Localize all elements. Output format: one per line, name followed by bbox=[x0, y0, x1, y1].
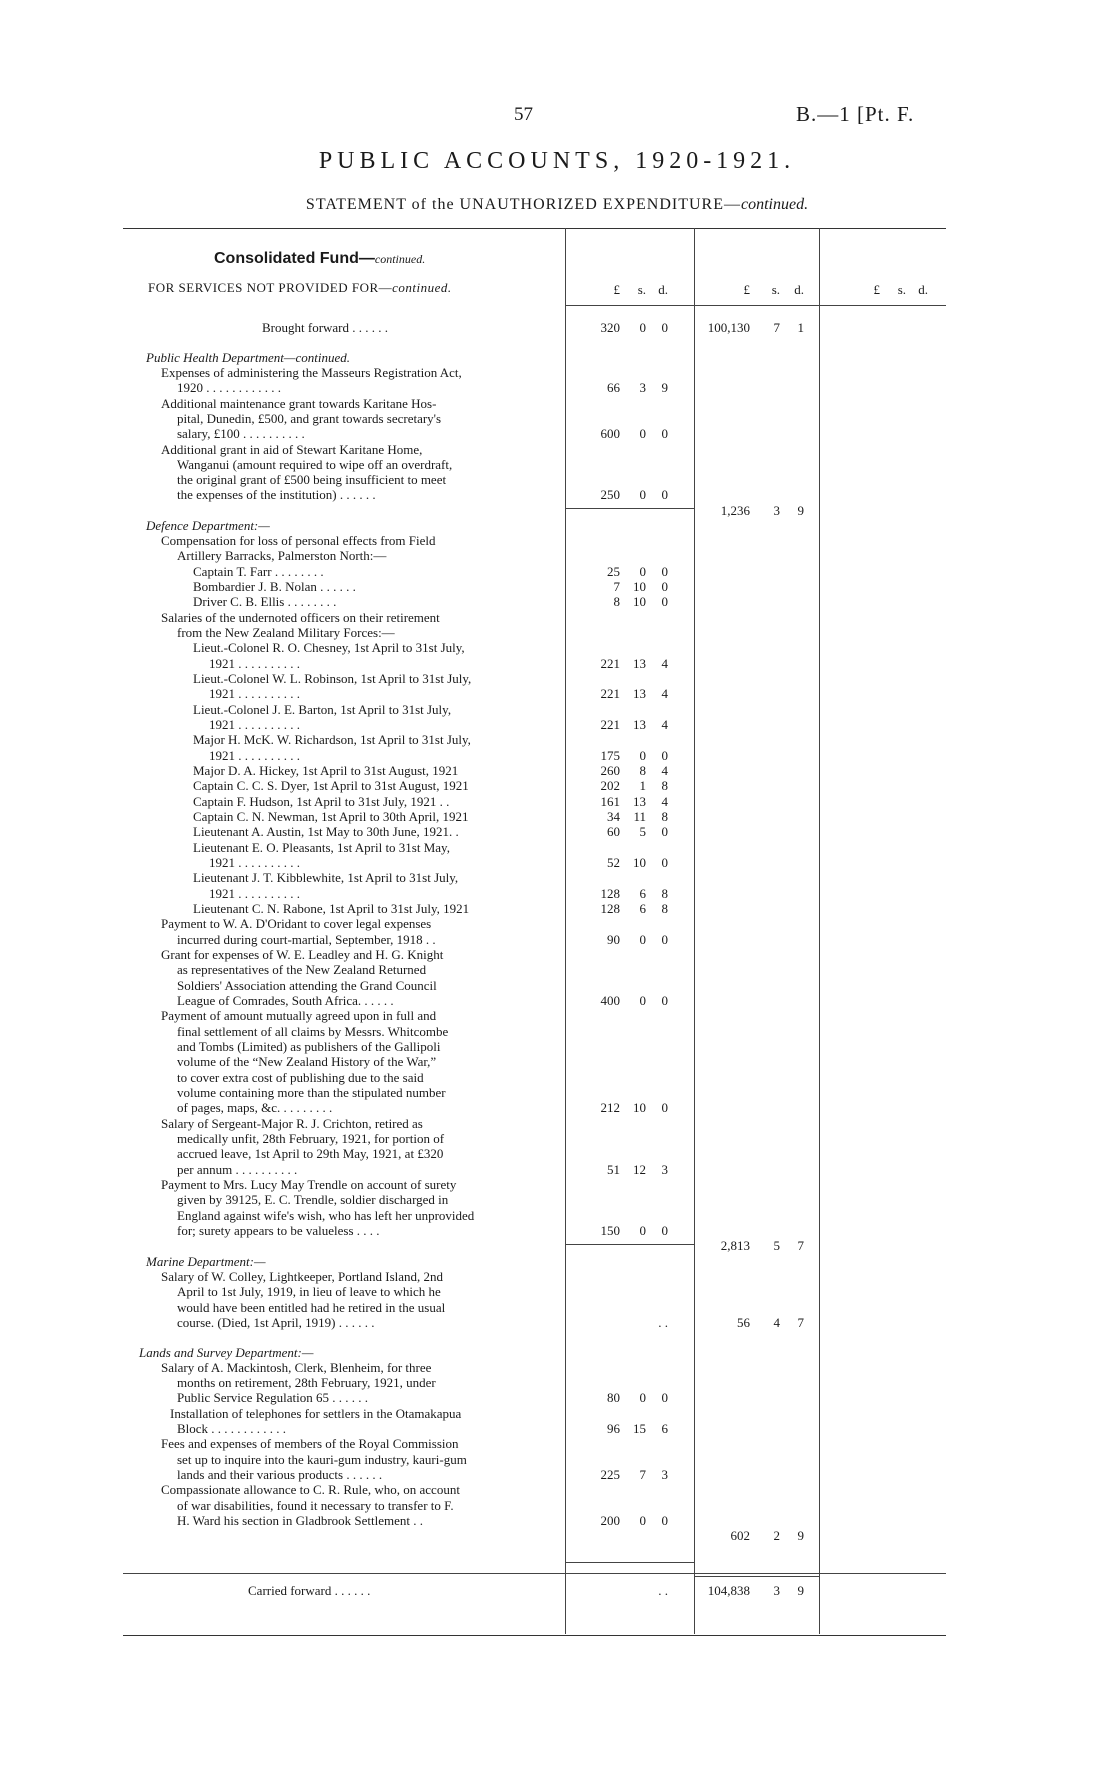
pence-value: 9 bbox=[797, 1583, 804, 1598]
entry-text: Payment to W. A. D'Oridant to cover legal expenses bbox=[161, 916, 432, 931]
shillings-value: 1 bbox=[639, 778, 646, 793]
entry-text: Artillery Barracks, Palmerston North:— bbox=[177, 548, 387, 563]
entry-text: Salary of A. Mackintosh, Clerk, Blenheim, for three bbox=[161, 1360, 432, 1375]
entry-amount bbox=[580, 794, 668, 810]
services-heading-text: FOR SERVICES NOT PROVIDED FOR— bbox=[148, 280, 393, 295]
shillings-value: 11 bbox=[633, 809, 646, 824]
pence-value: 8 bbox=[661, 886, 668, 901]
pounds-value: 104,838 bbox=[707, 1583, 750, 1598]
shillings-value: 0 bbox=[639, 1513, 646, 1528]
pence-value: 0 bbox=[661, 1390, 668, 1405]
entry-text: Captain C. N. Newman, 1st April to 30th April, 1921 bbox=[193, 809, 469, 824]
fund-heading bbox=[214, 250, 425, 268]
pence-value: 0 bbox=[661, 1513, 668, 1528]
subtotal-rule bbox=[565, 1244, 694, 1245]
entry-amount bbox=[580, 901, 668, 917]
column-1-header bbox=[580, 282, 668, 298]
pounds-value: 221 bbox=[600, 656, 620, 671]
pence-value: 3 bbox=[661, 1162, 668, 1177]
pence-value: 7 bbox=[797, 1238, 804, 1253]
entry-text: accrued leave, 1st April to 29th May, 1921, at £320 bbox=[177, 1146, 444, 1161]
shillings-value: 6 bbox=[639, 886, 646, 901]
entry-text: Captain C. C. S. Dyer, 1st April to 31st August, 1921 bbox=[193, 778, 469, 793]
services-heading bbox=[148, 280, 452, 296]
pence-value: 0 bbox=[661, 487, 668, 502]
entry-text: from the New Zealand Military Forces:— bbox=[177, 625, 395, 640]
entry-amount bbox=[580, 763, 668, 779]
entry-amount bbox=[580, 1421, 668, 1437]
entry-text: Payment of amount mutually agreed upon in full and bbox=[161, 1008, 437, 1023]
shillings-value: 10 bbox=[633, 1100, 646, 1115]
entry-text: League of Comrades, South Africa. . . . . . bbox=[177, 993, 394, 1008]
pounds-value: 260 bbox=[600, 763, 620, 778]
pounds-value: 128 bbox=[600, 886, 620, 901]
entry-text: Driver C. B. Ellis . . . . . . . . bbox=[193, 594, 337, 609]
pence-value: 0 bbox=[661, 426, 668, 441]
services-heading-continued: continued. bbox=[392, 280, 452, 295]
shillings-label: s. bbox=[897, 282, 906, 297]
entry-amount bbox=[580, 748, 668, 764]
entry-text: 1920 . . . . . . . . . . . . bbox=[177, 380, 281, 395]
pence-value: 0 bbox=[661, 1223, 668, 1238]
subtotal-amount bbox=[690, 503, 804, 519]
entry-text: of war disabilities, found it necessary to transfer to F. bbox=[177, 1498, 454, 1513]
shillings-value: 10 bbox=[633, 594, 646, 609]
entry-text: Additional maintenance grant towards Karitane Hos- bbox=[161, 396, 437, 411]
column-rule bbox=[694, 228, 695, 1634]
pence-value: 8 bbox=[661, 778, 668, 793]
shillings-value: 0 bbox=[639, 320, 646, 335]
pence-value: 4 bbox=[661, 794, 668, 809]
pounds-value: 225 bbox=[600, 1467, 620, 1482]
shillings-value: 0 bbox=[639, 993, 646, 1008]
shillings-value: 10 bbox=[633, 579, 646, 594]
entry-text: Major H. McK. W. Richardson, 1st April to 31st July, bbox=[193, 732, 471, 747]
pounds-value: 80 bbox=[607, 1390, 620, 1405]
entry-text: Carried forward . . . . . . bbox=[248, 1583, 371, 1598]
shillings-label: s. bbox=[771, 282, 780, 297]
entry-text: per annum . . . . . . . . . . bbox=[177, 1162, 298, 1177]
entry-amount bbox=[580, 487, 668, 503]
entry-amount bbox=[580, 1467, 668, 1483]
total-rule bbox=[694, 1576, 819, 1577]
entry-text: Lieut.-Colonel R. O. Chesney, 1st April to 31st July, bbox=[193, 640, 465, 655]
subtotal-rule bbox=[565, 508, 694, 509]
entry-text: England against wife's wish, who has left her unprovided bbox=[177, 1208, 475, 1223]
pounds-label: £ bbox=[873, 282, 880, 297]
pounds-value: 221 bbox=[600, 686, 620, 701]
entry-text: given by 39125, E. C. Trendle, soldier discharged in bbox=[177, 1192, 449, 1207]
pounds-value: 60 bbox=[607, 824, 620, 839]
shillings-value: 13 bbox=[633, 794, 646, 809]
entry-text: Compassionate allowance to C. R. Rule, who, on account bbox=[161, 1482, 460, 1497]
total-rule bbox=[123, 1573, 946, 1574]
entry-amount bbox=[580, 855, 668, 871]
column-rule bbox=[565, 228, 566, 1634]
pence-value: 0 bbox=[661, 824, 668, 839]
pounds-value: 25 bbox=[607, 564, 620, 579]
entry-text: Lieutenant A. Austin, 1st May to 30th June, 1921. . bbox=[193, 824, 459, 839]
entry-text: set up to inquire into the kauri-gum industry, kauri-gum bbox=[177, 1452, 467, 1467]
pence-value: 0 bbox=[661, 932, 668, 947]
header-rule bbox=[565, 305, 946, 306]
pounds-value: 66 bbox=[607, 380, 620, 395]
shillings-value: 0 bbox=[639, 564, 646, 579]
shillings-value: 7 bbox=[639, 1467, 646, 1482]
pence-label: d. bbox=[794, 282, 804, 297]
entry-text: Wanganui (amount required to wipe off an overdraft, bbox=[177, 457, 453, 472]
entry-text: 1921 . . . . . . . . . . bbox=[209, 717, 300, 732]
pence-value: 4 bbox=[661, 656, 668, 671]
entry-text: Lieut.-Colonel W. L. Robinson, 1st April to 31st July, bbox=[193, 671, 472, 686]
entry-text: the expenses of the institution) . . . . . . bbox=[177, 487, 376, 502]
shillings-value: 13 bbox=[633, 656, 646, 671]
subtitle-text: STATEMENT of the UNAUTHORIZED EXPENDITURE— bbox=[305, 196, 741, 213]
shillings-value: 0 bbox=[639, 426, 646, 441]
entry-text: Compensation for loss of personal effects from Field bbox=[161, 533, 436, 548]
entry-text: Payment to Mrs. Lucy May Trendle on account of surety bbox=[161, 1177, 457, 1192]
entry-amount bbox=[580, 1513, 668, 1529]
entry-text: Installation of telephones for settlers in the Otamakapua bbox=[170, 1406, 462, 1421]
pounds-value: 175 bbox=[600, 748, 620, 763]
entry-text: of pages, maps, &c. . . . . . . . . bbox=[177, 1100, 333, 1115]
page-number: 57 bbox=[514, 104, 533, 125]
entry-text: 1921 . . . . . . . . . . bbox=[209, 748, 300, 763]
entry-text: Salary of Sergeant-Major R. J. Crichton, retired as bbox=[161, 1116, 423, 1131]
entry-text: salary, £100 . . . . . . . . . . bbox=[177, 426, 305, 441]
shillings-value: 3 bbox=[773, 1583, 780, 1598]
shillings-value: 15 bbox=[633, 1421, 646, 1436]
entry-amount bbox=[580, 594, 668, 610]
pounds-value: 221 bbox=[600, 717, 620, 732]
shillings-value: 0 bbox=[639, 932, 646, 947]
pounds-value: 7 bbox=[613, 579, 620, 594]
entry-amount bbox=[580, 886, 668, 902]
shillings-value: 0 bbox=[639, 1390, 646, 1405]
pence-value: 0 bbox=[661, 855, 668, 870]
shillings-value: 8 bbox=[639, 763, 646, 778]
page-subtitle bbox=[0, 196, 1114, 214]
subtotal-amount bbox=[690, 1238, 804, 1254]
entry-text: volume containing more than the stipulated number bbox=[177, 1085, 446, 1100]
entry-text: as representatives of the New Zealand Returned bbox=[177, 962, 427, 977]
pounds-value: 202 bbox=[600, 778, 620, 793]
subtotal-amount bbox=[690, 1583, 804, 1599]
entry-text: Major D. A. Hickey, 1st April to 31st August, 1921 bbox=[193, 763, 459, 778]
entry-text: Grant for expenses of W. E. Leadley and H. G. Knight bbox=[161, 947, 444, 962]
pence-value: 0 bbox=[661, 748, 668, 763]
pounds-value: 56 bbox=[737, 1315, 750, 1330]
pence-value: 9 bbox=[661, 380, 668, 395]
pounds-value: 250 bbox=[600, 487, 620, 502]
entry-amount bbox=[580, 1162, 668, 1178]
pounds-value: 90 bbox=[607, 932, 620, 947]
entry-text: Brought forward . . . . . . bbox=[262, 320, 389, 335]
entry-amount bbox=[580, 564, 668, 580]
pence-value: 0 bbox=[661, 579, 668, 594]
entry-text: incurred during court-martial, September, 1918 . . bbox=[177, 932, 436, 947]
shillings-value: 10 bbox=[633, 855, 646, 870]
pounds-value: 52 bbox=[607, 855, 620, 870]
entry-text: to cover extra cost of publishing due to the said bbox=[177, 1070, 424, 1085]
pounds-value: 2,813 bbox=[720, 1238, 750, 1253]
entry-text: lands and their various products . . . . . . bbox=[177, 1467, 383, 1482]
pence-value: . . bbox=[658, 1315, 668, 1330]
shillings-value: 2 bbox=[773, 1528, 780, 1543]
entry-amount bbox=[580, 1390, 668, 1406]
entry-text: months on retirement, 28th February, 1921, under bbox=[177, 1375, 436, 1390]
pounds-value: 150 bbox=[600, 1223, 620, 1238]
shillings-value: 0 bbox=[639, 487, 646, 502]
shillings-value: 12 bbox=[633, 1162, 646, 1177]
pounds-label: £ bbox=[743, 282, 750, 297]
pence-value: 6 bbox=[661, 1421, 668, 1436]
entry-amount bbox=[580, 1100, 668, 1116]
pence-value: 4 bbox=[661, 686, 668, 701]
entry-text: 1921 . . . . . . . . . . bbox=[209, 886, 300, 901]
entry-amount bbox=[580, 1583, 668, 1599]
pence-value: 0 bbox=[661, 564, 668, 579]
pounds-value: 96 bbox=[607, 1421, 620, 1436]
entry-text: Soldiers' Association attending the Grand Council bbox=[177, 978, 437, 993]
department-heading: Defence Department:— bbox=[146, 518, 270, 533]
fund-heading-continued: continued. bbox=[374, 252, 426, 266]
pence-value: 0 bbox=[661, 320, 668, 335]
entry-amount bbox=[580, 1223, 668, 1239]
shillings-value: 7 bbox=[773, 320, 780, 335]
entry-amount bbox=[580, 686, 668, 702]
pence-label: d. bbox=[658, 282, 668, 297]
entry-text: 1921 . . . . . . . . . . bbox=[209, 855, 300, 870]
page-title: PUBLIC ACCOUNTS, 1920-1921. bbox=[318, 148, 796, 174]
shillings-value: 0 bbox=[639, 748, 646, 763]
subtitle-continued: continued. bbox=[740, 196, 809, 213]
shillings-value: 5 bbox=[773, 1238, 780, 1253]
pence-value: 9 bbox=[797, 1528, 804, 1543]
pence-value: 8 bbox=[661, 809, 668, 824]
entry-text: Salaries of the undernoted officers on their retirement bbox=[161, 610, 440, 625]
pence-value: 9 bbox=[797, 503, 804, 518]
entry-text: Additional grant in aid of Stewart Karitane Home, bbox=[161, 442, 423, 457]
entry-amount bbox=[580, 380, 668, 396]
shillings-label: s. bbox=[637, 282, 646, 297]
entry-text: Lieutenant C. N. Rabone, 1st April to 31st July, 1921 bbox=[193, 901, 470, 916]
entry-text: Bombardier J. B. Nolan . . . . . . bbox=[193, 579, 356, 594]
pounds-value: 600 bbox=[600, 426, 620, 441]
entry-amount bbox=[580, 1315, 668, 1331]
entry-amount bbox=[580, 778, 668, 794]
entry-amount bbox=[580, 320, 668, 336]
shillings-value: 0 bbox=[639, 1223, 646, 1238]
pence-label: d. bbox=[918, 282, 928, 297]
entry-amount bbox=[580, 656, 668, 672]
entry-text: Lieutenant J. T. Kibblewhite, 1st April to 31st July, bbox=[193, 870, 459, 885]
pence-value: 4 bbox=[661, 763, 668, 778]
subtotal-amount bbox=[690, 320, 804, 336]
pence-value: . . bbox=[658, 1583, 668, 1598]
entry-text: the original grant of £500 being insufficient to meet bbox=[177, 472, 447, 487]
pounds-value: 100,130 bbox=[707, 320, 750, 335]
pounds-value: 212 bbox=[600, 1100, 620, 1115]
pence-value: 0 bbox=[661, 1100, 668, 1115]
entry-text: for; surety appears to be valueless . . . . bbox=[177, 1223, 380, 1238]
entry-text: Fees and expenses of members of the Royal Commission bbox=[161, 1436, 459, 1451]
entry-amount bbox=[580, 426, 668, 442]
entry-text: 1921 . . . . . . . . . . bbox=[209, 686, 300, 701]
shillings-value: 3 bbox=[639, 380, 646, 395]
entry-text: Captain F. Hudson, 1st April to 31st July, 1921 . . bbox=[193, 794, 450, 809]
shillings-value: 13 bbox=[633, 686, 646, 701]
entry-amount bbox=[580, 932, 668, 948]
entry-text: Lieut.-Colonel J. E. Barton, 1st April to 31st July, bbox=[193, 702, 452, 717]
entry-text: Block . . . . . . . . . . . . bbox=[177, 1421, 287, 1436]
entry-text: Expenses of administering the Masseurs Registration Act, bbox=[161, 365, 462, 380]
column-rule bbox=[819, 228, 820, 1634]
pounds-value: 51 bbox=[607, 1162, 620, 1177]
pounds-value: 1,236 bbox=[720, 503, 750, 518]
pounds-value: 128 bbox=[600, 901, 620, 916]
entry-text: final settlement of all claims by Messrs. Whitcombe bbox=[177, 1024, 449, 1039]
column-3-header bbox=[840, 282, 928, 298]
pence-value: 8 bbox=[661, 901, 668, 916]
entry-amount bbox=[580, 809, 668, 825]
entry-text: and Tombs (Limited) as publishers of the Gallipoli bbox=[177, 1039, 441, 1054]
entry-text: pital, Dunedin, £500, and grant towards secretary's bbox=[177, 411, 442, 426]
entry-text: Captain T. Farr . . . . . . . . bbox=[193, 564, 324, 579]
shillings-value: 4 bbox=[773, 1315, 780, 1330]
pounds-value: 602 bbox=[730, 1528, 750, 1543]
entry-text: Salary of W. Colley, Lightkeeper, Portland Island, 2nd bbox=[161, 1269, 444, 1284]
shillings-value: 5 bbox=[639, 824, 646, 839]
shillings-value: 6 bbox=[639, 901, 646, 916]
entry-text: would have been entitled had he retired in the usual bbox=[177, 1300, 446, 1315]
department-heading: Public Health Department—continued. bbox=[146, 350, 350, 365]
pounds-value: 161 bbox=[600, 794, 620, 809]
department-heading: Marine Department:— bbox=[146, 1254, 266, 1269]
pence-value: 0 bbox=[661, 993, 668, 1008]
fund-heading-text: Consolidated Fund— bbox=[214, 250, 375, 267]
entry-amount bbox=[580, 579, 668, 595]
pounds-value: 200 bbox=[600, 1513, 620, 1528]
entry-amount bbox=[580, 717, 668, 733]
entry-text: H. Ward his section in Gladbrook Settlement . . bbox=[177, 1513, 424, 1528]
entry-amount bbox=[580, 993, 668, 1009]
pounds-value: 34 bbox=[607, 809, 620, 824]
entry-text: medically unfit, 28th February, 1921, for portion of bbox=[177, 1131, 445, 1146]
entry-text: course. (Died, 1st April, 1919) . . . . . . bbox=[177, 1315, 375, 1330]
pounds-value: 320 bbox=[600, 320, 620, 335]
pounds-value: 400 bbox=[600, 993, 620, 1008]
pence-value: 3 bbox=[661, 1467, 668, 1482]
column-2-header bbox=[690, 282, 804, 298]
entry-amount bbox=[580, 824, 668, 840]
pence-value: 0 bbox=[661, 594, 668, 609]
entry-text: Lieutenant E. O. Pleasants, 1st April to 31st May, bbox=[193, 840, 450, 855]
pence-value: 4 bbox=[661, 717, 668, 732]
pounds-label: £ bbox=[613, 282, 620, 297]
subtotal-rule bbox=[565, 1562, 694, 1563]
pence-value: 7 bbox=[797, 1315, 804, 1330]
subtotal-amount bbox=[690, 1528, 804, 1544]
shillings-value: 3 bbox=[773, 503, 780, 518]
entry-text: April to 1st July, 1919, in lieu of leave to which he bbox=[177, 1284, 441, 1299]
entry-text: volume of the “New Zealand History of the War,” bbox=[177, 1054, 437, 1069]
shillings-value: 13 bbox=[633, 717, 646, 732]
department-heading: Lands and Survey Department:— bbox=[139, 1345, 314, 1360]
document-reference: B.—1 [Pt. F. bbox=[796, 102, 915, 126]
entry-text: 1921 . . . . . . . . . . bbox=[209, 656, 300, 671]
pounds-value: 8 bbox=[613, 594, 620, 609]
pence-value: 1 bbox=[797, 320, 804, 335]
entry-text: Public Service Regulation 65 . . . . . . bbox=[177, 1390, 369, 1405]
subtotal-amount bbox=[690, 1315, 804, 1331]
